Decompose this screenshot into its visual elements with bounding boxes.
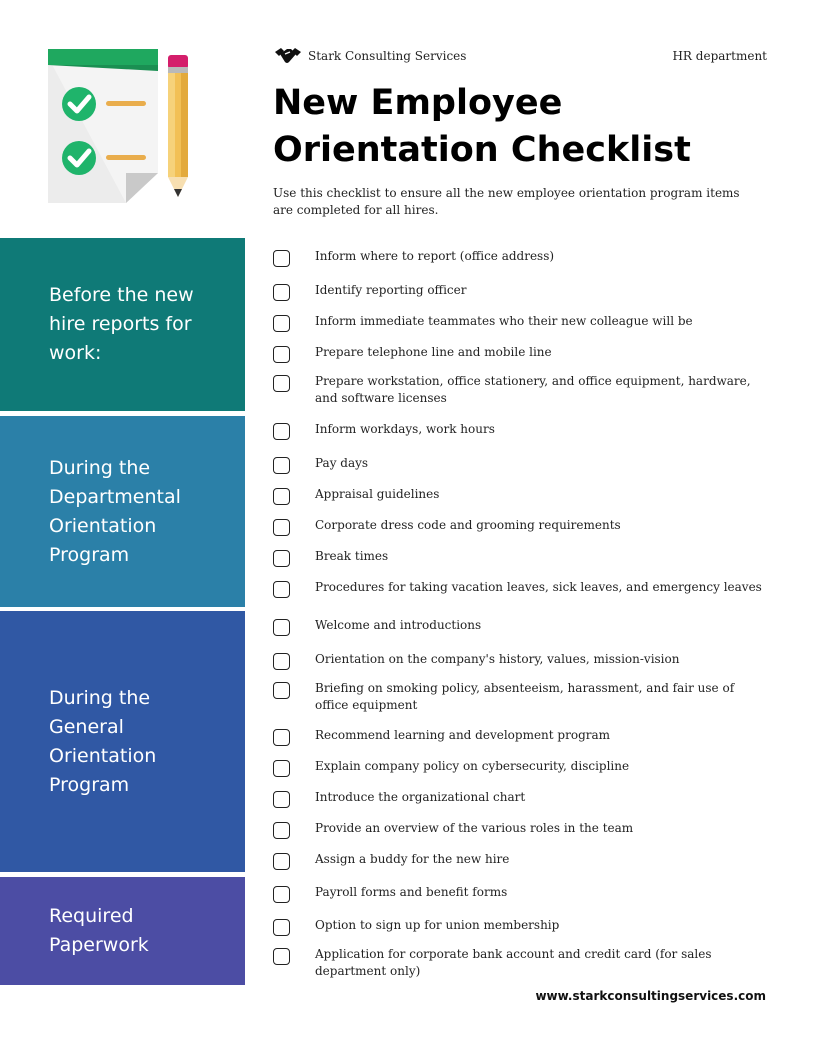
checklist-item-label: Break times (315, 549, 389, 563)
checkbox-icon[interactable] (273, 423, 290, 440)
section-before-reporting (0, 238, 245, 411)
checkbox-icon[interactable] (273, 250, 290, 267)
checkbox-icon[interactable] (273, 760, 290, 777)
intro-text: Use this checklist to ensure all the new employee orientation program items are completed for all hires. (273, 186, 740, 217)
checkbox-icon[interactable] (273, 682, 290, 699)
checkbox-icon[interactable] (273, 315, 290, 332)
checklist-item-label: Application for corporate bank account and credit card (for sales department only) (315, 947, 712, 978)
section-departmental-orientation (0, 416, 245, 607)
page-title (273, 80, 773, 174)
title-line-1: New Employee (273, 83, 563, 123)
checklist-item-label: Provide an overview of the various roles in the team (315, 821, 634, 835)
checklist-item-label: Inform workdays, work hours (315, 422, 495, 436)
checkbox-icon[interactable] (273, 346, 290, 363)
checklist-item-label: Briefing on smoking policy, absenteeism, harassment, and fair use of office equipment (315, 681, 735, 712)
checklist-item-label: Appraisal guidelines (315, 487, 440, 501)
checklist-item-label: Pay days (315, 456, 369, 470)
checklist-item-label: Prepare workstation, office stationery, and office equipment, hardware, and software licenses (315, 374, 751, 405)
handshake-icon (274, 46, 302, 66)
checkbox-icon[interactable] (273, 729, 290, 746)
checklist-item-label: Inform where to report (office address) (315, 249, 555, 263)
checkbox-icon[interactable] (273, 853, 290, 870)
checklist-item-label: Identify reporting officer (315, 283, 467, 297)
checklist-item-label: Payroll forms and benefit forms (315, 885, 508, 899)
checkbox-icon[interactable] (273, 886, 290, 903)
checklist-item-label: Assign a buddy for the new hire (315, 852, 510, 866)
checkbox-icon[interactable] (273, 550, 290, 567)
checklist-item-label: Recommend learning and development program (315, 728, 611, 742)
checklist-item-label: Procedures for taking vacation leaves, sick leaves, and emergency leaves (315, 580, 762, 594)
section-title: During the General Orientation Program (49, 686, 157, 796)
checklist-pencil-illustration (40, 45, 200, 205)
brand (274, 46, 466, 66)
checkbox-icon[interactable] (273, 619, 290, 636)
brand-name: Stark Consulting Services (308, 49, 467, 63)
section-title: Required Paperwork (49, 905, 149, 956)
checklist-item-label: Prepare telephone line and mobile line (315, 345, 552, 359)
checklist-item-label: Explain company policy on cybersecurity, discipline (315, 759, 630, 773)
checkbox-icon[interactable] (273, 519, 290, 536)
checklist-item-label: Inform immediate teammates who their new colleague will be (315, 314, 693, 328)
section-required-paperwork (0, 877, 245, 985)
checkbox-icon[interactable] (273, 457, 290, 474)
section-title: Before the new hire reports for work: (49, 284, 194, 364)
website-link[interactable]: www.starkconsultingservices.com (535, 989, 766, 1003)
checkbox-icon[interactable] (273, 488, 290, 505)
checklist-item-label: Orientation on the company's history, values, mission-vision (315, 652, 680, 666)
checklist-item-label: Corporate dress code and grooming requirements (315, 518, 621, 532)
checklist-item-label: Welcome and introductions (315, 618, 482, 632)
department-label: HR department (672, 49, 767, 63)
checkbox-icon[interactable] (273, 822, 290, 839)
title-line-2: Orientation Checklist (273, 130, 691, 170)
checkbox-icon[interactable] (273, 791, 290, 808)
checkbox-icon[interactable] (273, 284, 290, 301)
checkbox-icon[interactable] (273, 919, 290, 936)
checklist-item-label: Introduce the organizational chart (315, 790, 526, 804)
checkbox-icon[interactable] (273, 581, 290, 598)
checklist-item-label: Option to sign up for union membership (315, 918, 560, 932)
checkbox-icon[interactable] (273, 653, 290, 670)
checkbox-icon[interactable] (273, 375, 290, 392)
section-general-orientation (0, 611, 245, 872)
checkbox-icon[interactable] (273, 948, 290, 965)
section-title: During the Departmental Orientation Program (49, 456, 181, 566)
